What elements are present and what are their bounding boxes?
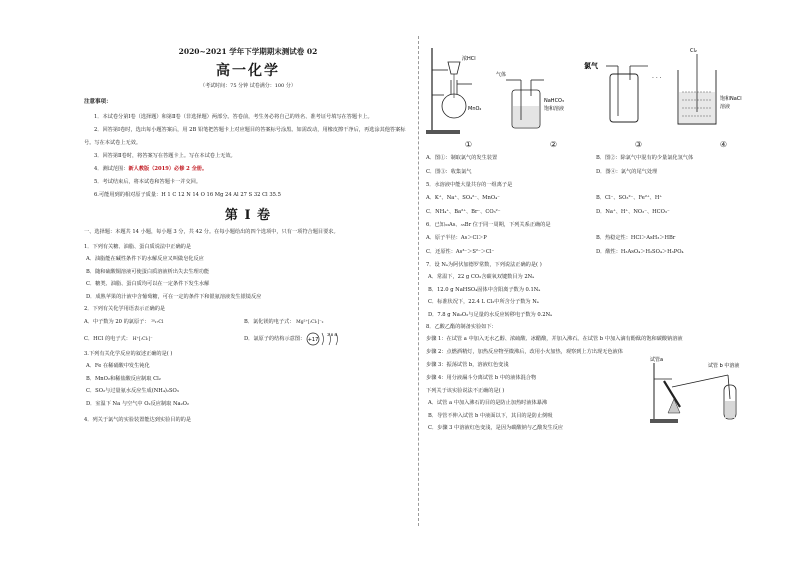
option-label: D．氯原子的结构示意图： xyxy=(244,336,306,342)
notes-heading: 注意事项： xyxy=(84,99,112,105)
question-6-option-b: B．热稳定性：HCl＞AsH₃＞HBr xyxy=(596,235,676,241)
nahco3-label: NaHCO₃ xyxy=(544,98,564,104)
question-5-option-a: A．K⁺、Na⁺、SO₄²⁻、MnO₄⁻ xyxy=(426,195,500,201)
chlorine-atom-structure-diagram xyxy=(305,331,345,347)
option-label: C．HCl 的电子式： xyxy=(84,335,131,342)
question-4-options-row-2 xyxy=(426,165,766,179)
question-2-option-c xyxy=(84,332,244,347)
question-2-stem: 2．下列有关化学用语表示正确的是 xyxy=(84,306,166,312)
question-1-option-c: C．糖类、油脂、蛋白质均可以在一定条件下发生水解 xyxy=(86,281,210,287)
option-label: A．中子数为 20 的氯原子： xyxy=(84,319,150,325)
note-item: 2．回答第Ⅰ卷时，选出每小题答案后，用 2B 铅笔把答题卡上对应题目的答案标号涂黑。如需改动，用橡皮擦干净后，再选涂其他答案标号。写在本试卷上无效。 xyxy=(84,127,406,146)
question-1-option-d: D．成熟苹果的汁液中含葡萄糖，可在一定的条件下和银氨溶液发生银镜反应 xyxy=(86,293,262,300)
question-7-stem: 7．设 Nₐ为阿伏加德罗常数，下列说法正确的是( ) xyxy=(426,262,542,268)
question-8-step-1: 步骤 1：在试管 a 中加入无水乙醇、浓硫酸、冰醋酸，并加入沸石。在试管 b 中加入滴有酚酞的饱和碳酸钠溶液 xyxy=(426,336,683,342)
gas-label: 气体 xyxy=(496,72,507,78)
question-5-stem: 5．水溶液中能大量共存的一组离子是 xyxy=(426,182,513,188)
question-1-stem: 1．下列有关糖、油脂、蛋白质说法中正确的是 xyxy=(84,244,192,250)
question-8-stem: 8．乙酸乙酯的制备实验如下： xyxy=(426,324,497,330)
apparatus-2-wash-bottle xyxy=(496,71,564,128)
question-3-stem: 3.下列有关化学反应的叙述正确的是( ) xyxy=(84,351,173,357)
apparatus-3-collector xyxy=(584,61,662,122)
atomic-mass-line: 6.可能用到的相对原子质量：H 1 C 12 N 14 O 16 Mg 24 Al 27 S 32 Cl 35.5 xyxy=(94,192,281,198)
question-7-option-c: C．标准状况下，22.4 L Cl₂中所含分子数为 Nₐ xyxy=(428,299,539,305)
question-6-stem: 6．已知₃₃As、₃₅Br 位于同一周期，下列关系正确的是 xyxy=(426,222,551,228)
question-4-stem: 4．列关于氯气的实验装置能达到实验目的的是 xyxy=(84,417,192,423)
question-7-option-d: D．7.8 g Na₂O₂与足量的水反应转移电子数为 0.2Nₐ xyxy=(428,311,553,318)
question-2-option-b xyxy=(244,315,404,330)
question-4-options-row-1 xyxy=(426,151,766,165)
saturated-solution-label: 饱和溶液 xyxy=(544,106,565,112)
question-1-option-b: B．随和硫酸铜溶液可使蛋白质溶液析出失去生理功能 xyxy=(86,268,210,275)
question-8-body xyxy=(426,333,766,385)
chlorine-isotope-formula: ²⁰₁₇Cl xyxy=(151,320,164,325)
question-3-option-d: D．室温下 Na 与空气中 O₂反应制取 Na₂O₂ xyxy=(86,400,190,407)
question-1-option-a: A．油脂能在碱性条件下的水解反应又叫做皂化反应 xyxy=(86,256,204,262)
conc-hcl-label: 浓HCl xyxy=(462,56,476,62)
nucleus-charge: +17 xyxy=(307,337,319,343)
apparatus-4-beaker xyxy=(678,48,742,124)
question-6-options-row-1 xyxy=(426,231,766,245)
test-tube-b-label: 试管 b 中溶液 xyxy=(708,363,740,369)
exam-title: 2020~2021 学年下学期期末测试卷 02 xyxy=(178,47,318,56)
apparatus-number-2: ② xyxy=(549,140,558,149)
sat-nacl-label: 饱和NaCl xyxy=(720,96,742,102)
note-item xyxy=(84,163,412,176)
question-2-option-a xyxy=(84,315,244,330)
section-instructions: 一、选择题：本题共 14 小题，每小题 3 分，共 42 分。在每小题给出的四个选项中，只有一项符合题目要求。 xyxy=(84,229,339,235)
question-5-options-row-2 xyxy=(426,205,766,219)
question-4-apparatus-figure xyxy=(426,40,766,140)
question-2-option-d xyxy=(244,331,404,347)
question-3-option-c: C．SO₂与过量氨水反应生成(NH₄)₂SO₃ xyxy=(86,388,179,394)
question-4-option-a: A．图①：制取氯气的发生装置 xyxy=(426,155,498,161)
question-6-option-a: A．原子半径：As＞Cl＞P xyxy=(426,235,487,241)
apparatus-number-1: ① xyxy=(464,140,473,149)
right-column xyxy=(426,40,766,435)
mgcl2-electron-formula: Mg²⁺[:Cl:]⁻₂ xyxy=(296,320,324,325)
question-2-row-1 xyxy=(84,315,412,330)
esterification-apparatus xyxy=(650,355,762,425)
apparatus-1-generator xyxy=(426,48,481,134)
exam-info: （考试时间：75 分钟 试卷满分：100 分） xyxy=(200,83,296,89)
scope-highlight: 新人教版（2019）必修 2 全册。 xyxy=(128,166,208,172)
chlorine-apparatus-diagram xyxy=(426,40,766,140)
question-5-option-b: B．Cl⁻、SO₃²⁻、Fe²⁺、H⁺ xyxy=(596,195,663,201)
question-8-step-2: 步骤 2：点燃酒精灯，加热反应物至微沸后，改用小火加热，观察到上方出现无色液体 xyxy=(426,349,623,355)
electron-shells: 2 8 8 xyxy=(327,332,338,337)
question-2-row-2 xyxy=(84,330,412,348)
hcl-electron-formula: H⁺[:Cl:]⁻ xyxy=(132,336,153,342)
question-8-step-3: 步骤 3：振荡试管 b，溶液红色变浅 xyxy=(426,362,509,368)
question-8-sub-stem: 下列关于该实验说法不正确的是( ) xyxy=(426,388,505,394)
question-8-option-c: C．步骤 3 中溶液红色变浅，是因为碳酸钠与乙酸发生反应 xyxy=(428,425,564,431)
question-6-options-row-2 xyxy=(426,245,766,259)
apparatus-number-4: ④ xyxy=(719,140,728,149)
question-8-option-b: B．导管不伸入试管 b 中液面以下，其目的是防止倒吸 xyxy=(428,412,553,419)
question-8-option-a: A．试管 a 中加入沸石的目的是防止加热时液体暴沸 xyxy=(428,400,548,406)
question-5-option-d: D．Na⁺、H⁺、NO₃⁻、HCO₃⁻ xyxy=(596,209,670,215)
note-item: 3．回答第Ⅱ卷时，将答案写在答题卡上。写在本试卷上无效。 xyxy=(94,153,236,159)
test-tube-a-label: 试管a xyxy=(650,357,664,363)
question-5-option-c: C．NH₄⁺、Ba²⁺、Br⁻、CO₃²⁻ xyxy=(426,209,501,215)
question-5-options-row-1 xyxy=(426,191,766,205)
option-label: B．氯化镁的电子式： xyxy=(244,319,295,325)
solution-label: 溶液 xyxy=(720,104,731,110)
question-3-option-a: A．Fe 在稀硝酸中发生钝化 xyxy=(86,363,150,369)
apparatus-number-row xyxy=(426,140,766,149)
note-item: 1．本试卷分第Ⅰ卷（选择题）和第Ⅱ卷（非选择题）两部分。答卷前，考生务必将自己的姓名、准考证号填写在答题卡上。 xyxy=(94,114,373,120)
question-6-option-d: D．酸性：H₃AsO₄＞H₂SO₄＞H₃PO₄ xyxy=(596,249,684,255)
chlorine-gas-label: 氯气 xyxy=(584,62,598,70)
question-4-option-b: B．图②：除氯气中混有的少量氯化氢气体 xyxy=(596,155,694,161)
note-item: 5．考试结束后，将本试卷和答题卡一并交回。 xyxy=(94,179,202,185)
subject-title: 高一化学 xyxy=(216,63,280,79)
question-7-option-a: A．常温下，22 g CO₂含碳氧双键数目为 2Nₐ xyxy=(428,274,535,280)
question-6-option-c: C．还原性：As³⁻＞S²⁻＞Cl⁻ xyxy=(426,249,495,255)
left-column xyxy=(84,40,412,426)
question-3-option-b: B．MnO₂和稀盐酸反应制取 Cl₂ xyxy=(86,375,161,382)
part-one-title: 第 Ⅰ 卷 xyxy=(224,208,272,223)
apparatus-number-3: ③ xyxy=(634,140,643,149)
question-4-option-c: C．图③：收集氯气 xyxy=(426,169,472,175)
column-divider xyxy=(418,36,419,526)
question-8-step-4: 步骤 4：用分液漏斗分离试管 b 中的液体混合物 xyxy=(426,375,537,381)
question-7-option-b: B．12.0 g NaHSO₄固体中含阳离子数为 0.1Nₐ xyxy=(428,286,541,293)
mno2-label: MnO₂ xyxy=(468,106,482,112)
question-8-steps-lower xyxy=(426,346,644,385)
cl2-label: Cl₂ xyxy=(690,48,697,54)
ellipsis: · · · xyxy=(652,75,662,82)
question-4-option-d: D．图④：氯气的尾气处理 xyxy=(596,169,658,175)
scope-label: 4．测试范围： xyxy=(94,166,129,172)
